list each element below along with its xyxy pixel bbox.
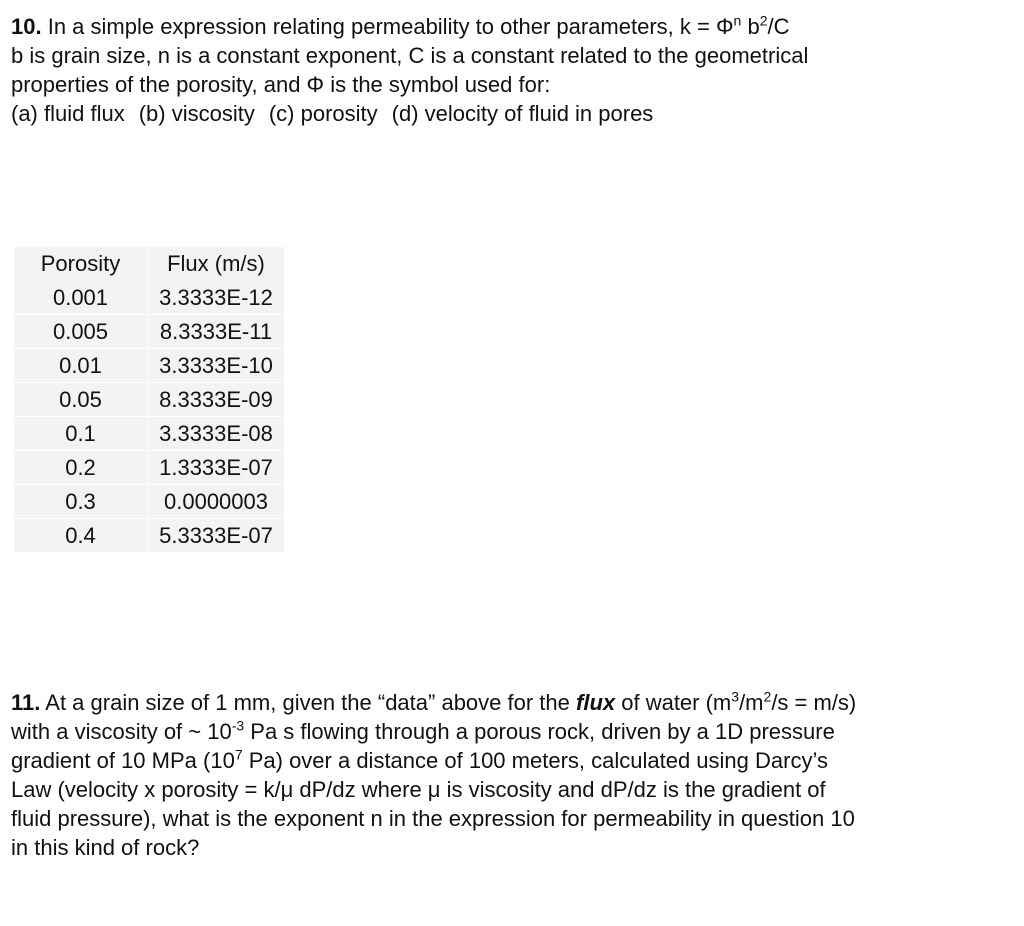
porosity-cell: 0.3 <box>14 484 148 518</box>
q11-line-3 <box>11 746 1011 775</box>
q11-l2-b: Pa s flowing through a porous rock, driven by a 1D pressure <box>244 719 835 744</box>
flux-cell: 8.3333E-09 <box>148 382 284 416</box>
exponent-7: 7 <box>234 746 243 763</box>
option-c: (c) porosity <box>268 101 378 126</box>
header-porosity: Porosity <box>14 247 148 281</box>
q11-text-b: of water (m <box>615 690 732 715</box>
q10-line-1 <box>11 12 1001 41</box>
q10-text: In a simple expression relating permeability to other parameters, k = Φ <box>41 14 734 39</box>
flux-cell: 1.3333E-07 <box>148 450 284 484</box>
porosity-cell: 0.05 <box>14 382 148 416</box>
q11-text: At a grain size of 1 mm, given the “data” above for the <box>40 690 576 715</box>
q11-line-6: in this kind of rock? <box>11 835 200 860</box>
table-row <box>14 281 284 314</box>
porosity-cell: 0.005 <box>14 314 148 348</box>
flux-cell: 3.3333E-12 <box>148 281 284 314</box>
flux-cell: 3.3333E-10 <box>148 348 284 382</box>
flux-cell: 8.3333E-11 <box>148 314 284 348</box>
table-row <box>14 314 284 348</box>
q10-text-b: b <box>741 14 760 39</box>
q10-line-2: b is grain size, n is a constant exponent, C is a constant related to the geometrical <box>11 43 809 68</box>
q11-line-1 <box>11 688 1011 717</box>
table-header-row <box>14 247 284 281</box>
q11-l2-a: with a viscosity of ~ 10 <box>11 719 232 744</box>
q10-line-3: properties of the porosity, and Φ is the symbol used for: <box>11 72 551 97</box>
flux-cell: 5.3333E-07 <box>148 518 284 552</box>
porosity-cell: 0.1 <box>14 416 148 450</box>
exponent-minus-3: -3 <box>231 717 245 734</box>
porosity-flux-table <box>14 247 284 552</box>
q10-text-c: /C <box>767 14 790 39</box>
q11-l3-b: Pa) over a distance of 100 meters, calculated using Darcy’s <box>242 748 828 773</box>
flux-cell: 3.3333E-08 <box>148 416 284 450</box>
q11-line-4: Law (velocity x porosity = k/μ dP/dz where μ is viscosity and dP/dz is the gradient of <box>11 777 826 802</box>
q10-options <box>11 99 1001 128</box>
exponent-3: 3 <box>731 688 740 705</box>
table-row <box>14 416 284 450</box>
table-row <box>14 348 284 382</box>
porosity-cell: 0.2 <box>14 450 148 484</box>
q11-line-5: fluid pressure), what is the exponent n in the expression for permeability in question 10 <box>11 806 855 831</box>
q11-line-2 <box>11 717 1011 746</box>
q11-text-c: /m <box>739 690 764 715</box>
option-b: (b) viscosity <box>138 101 255 126</box>
header-flux: Flux (m/s) <box>148 247 284 281</box>
table-row <box>14 450 284 484</box>
q11-l3-a: gradient of 10 MPa (10 <box>11 748 235 773</box>
exponent-2: 2 <box>759 12 768 29</box>
question-11 <box>11 688 1011 862</box>
flux-cell: 0.0000003 <box>148 484 284 518</box>
porosity-cell: 0.4 <box>14 518 148 552</box>
option-a: (a) fluid flux <box>11 101 125 126</box>
q11-text-d: /s = m/s) <box>771 690 857 715</box>
table-row <box>14 382 284 416</box>
table-row <box>14 518 284 552</box>
question-10 <box>11 12 1001 128</box>
flux-emphasis: flux <box>576 690 616 715</box>
porosity-cell: 0.001 <box>14 281 148 314</box>
exponent-n: n <box>733 12 742 29</box>
q10-number: 10. <box>11 14 42 39</box>
porosity-cell: 0.01 <box>14 348 148 382</box>
table-row <box>14 484 284 518</box>
q11-number: 11. <box>11 690 41 715</box>
option-d: (d) velocity of fluid in pores <box>391 101 654 126</box>
exponent-2b: 2 <box>763 688 772 705</box>
